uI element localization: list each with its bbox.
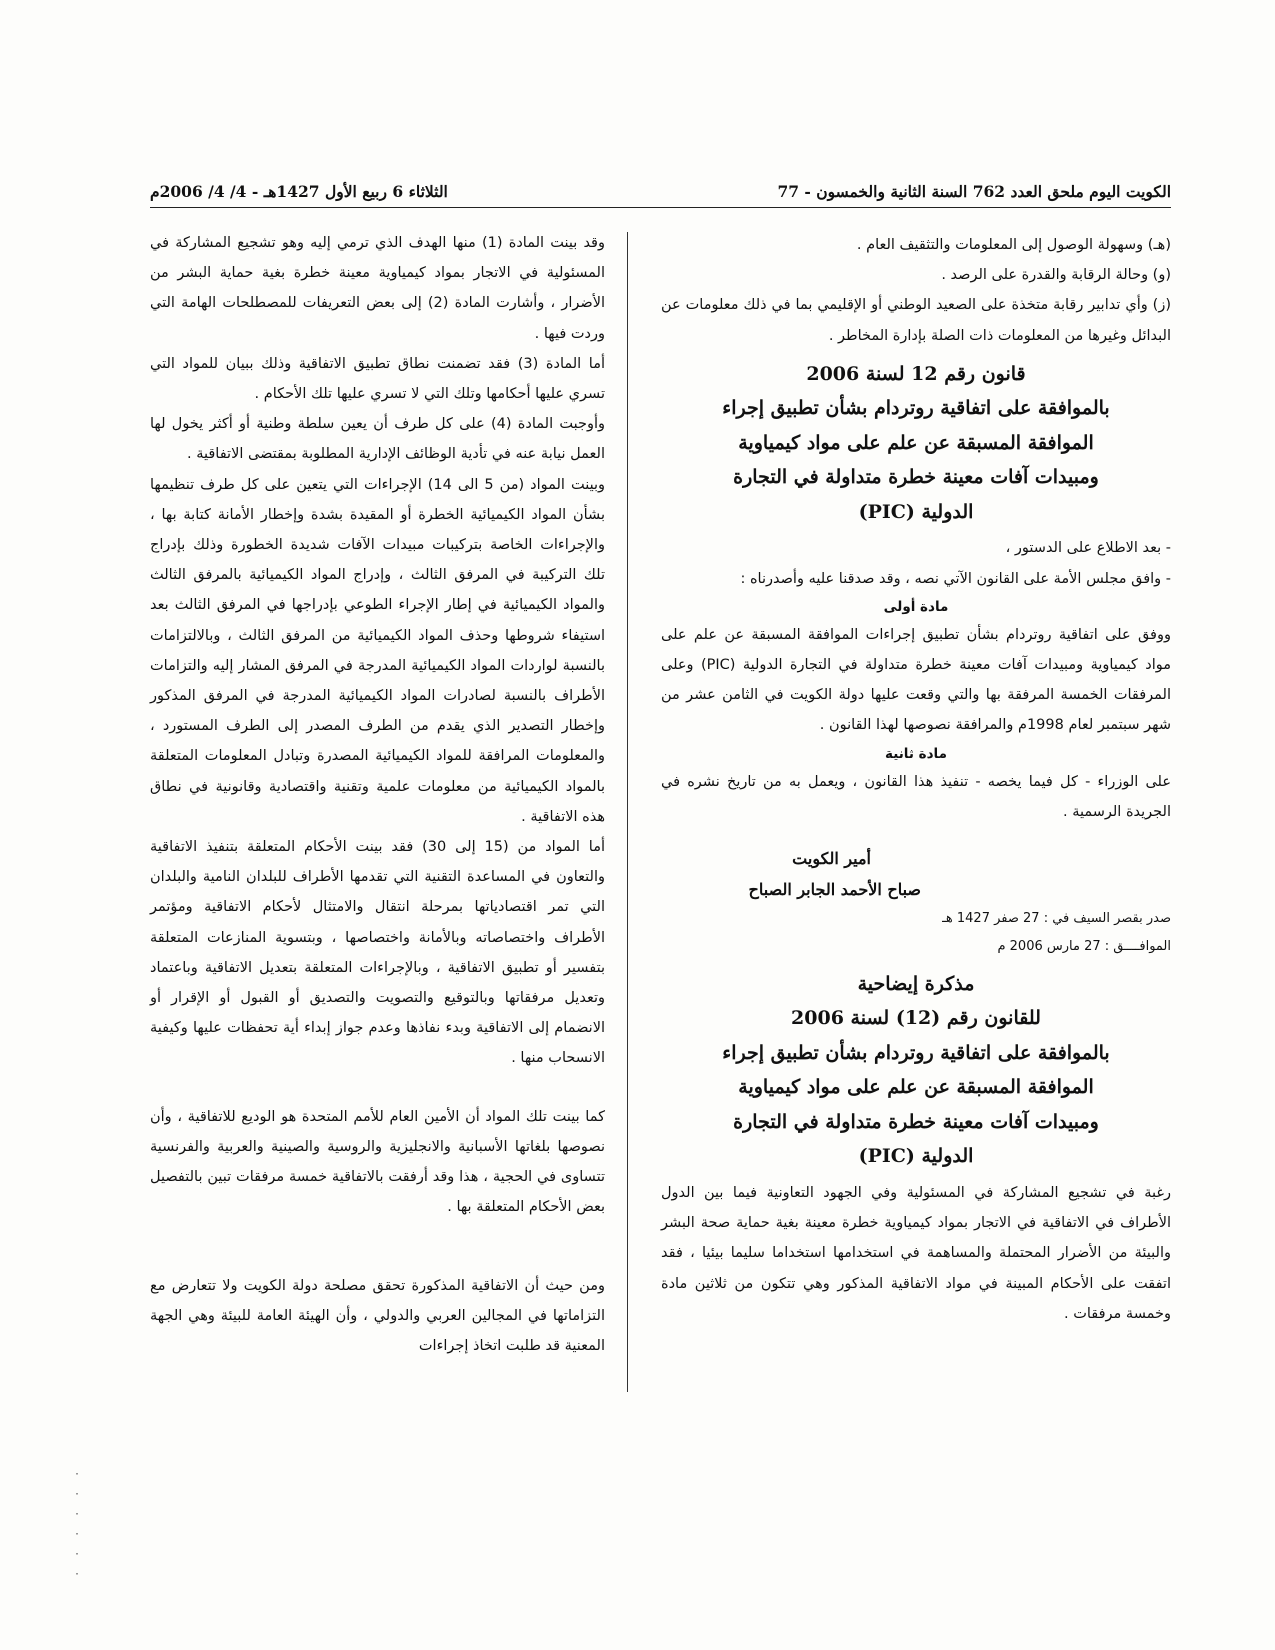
issued-at: صدر بقصر السيف في : 27 صفر 1427 هـ	[942, 910, 1171, 926]
intro-item: (هـ) وسهولة الوصول إلى المعلومات والتثقيف العام .	[856, 237, 1171, 253]
memo-title-line: الدولية (PIC)	[858, 1145, 974, 1168]
memo-title-line: ومبيدات آفات معينة خطرة متداولة في التجارة	[733, 1110, 1099, 1133]
intro-item: (ز) وأي تدابير رقابة متخذة على الصعيد الوطني أو الإقليمي بما في ذلك معلومات عن البدائل وغيرها من المعلومات ذات الصلة بإدارة المخاطر .	[661, 297, 1171, 344]
law-title-line: الموافقة المسبقة عن علم على مواد كيمياوية	[738, 431, 1094, 454]
scan-margin-marks: · · · · · ·	[74, 1469, 81, 1580]
left-column	[150, 228, 605, 1361]
left-paragraph: وأوجبت المادة (4) على كل طرف أن يعين سلطة وطنية أو أكثر يخول لها العمل نيابة عنه في تأدية الوظائف الإدارية المطلوبة بمقتضى الاتفاقية .	[150, 416, 605, 463]
preamble-line: - بعد الاطلاع على الدستور ،	[1005, 540, 1171, 557]
law-title-line: الدولية (PIC)	[858, 500, 974, 523]
signature-name: صباح الأحمد الجابر الصباح	[748, 879, 921, 899]
article2-text: على الوزراء - كل فيما يخصه - تنفيذ هذا القانون ، ويعمل به من تاريخ نشره في الجريدة الرسمية .	[661, 773, 1171, 820]
signature-title: أمير الكويت	[792, 848, 871, 868]
law-title-line: قانون رقم 12 لسنة 2006	[806, 362, 1026, 385]
law-title	[661, 357, 1171, 530]
memo-title	[661, 967, 1171, 1174]
signature-block	[661, 843, 1171, 905]
memo-text: رغبة في تشجيع المشاركة في المسئولية وفي الجهود التعاونية فيما بين الدول الأطراف في الاتفاقية في الاتجار بمواد كيمياوية خطرة معينة بغية حماية صحة البشر والبيئة من الأضرار المحتملة والمساهمة في استخدامها استخداما سليما بيئيا ، فقد اتفقت على الأحكام المبينة في مواد الاتفاقية المذكور وهي تتكون من ثلاثين مادة وخمسة مرفقات .	[661, 1184, 1171, 1322]
left-paragraph: أما المواد من (15 إلى 30) فقد بينت الأحكام المتعلقة بتنفيذ الاتفاقية والتعاون في المساعدة التقنية التي تقدمها الأطراف للبلدان النامية والبلدان التي تمر اقتصادياتها بمرحلة انتقال والامتثال لأحكام الاتفاقية ومؤتمر الأطراف واختصاصاته وبالأمانة واختصاصها ، وبتسوية المنازعات المتعلقة بتفسير أو تطبيق الاتفاقية ، وبالإجراءات المتعلقة بتعديل الاتفاقية وباعتماد وتعديل مرفقاتها وبالتوقيع والتصويت والتصديق أو القبول أو الإقرار أو الانضمام إلى الاتفاقية وبدء نفاذها وعدم جواز إبداء أية تحفظات عليها وكيفية الانسحاب منها .	[150, 839, 605, 1067]
header-publication-info: الكويت اليوم ملحق العدد 762 السنة الثانية والخمسون - 77	[777, 182, 1171, 201]
left-paragraph: ومن حيث أن الاتفاقية المذكورة تحقق مصلحة دولة الكويت ولا تتعارض مع التزاماتها في المجالين العربي والدولي ، وأن الهيئة العامة للبيئة وهي الجهة المعنية قد طلبت اتخاذ إجراءات	[150, 1277, 605, 1354]
preamble-line: - وافق مجلس الأمة على القانون الآتي نصه ، وقد صدقنا عليه وأصدرناه :	[740, 570, 1171, 587]
right-column	[661, 230, 1171, 1329]
left-paragraph: كما بينت تلك المواد أن الأمين العام للأمم المتحدة هو الوديع للاتفاقية ، وأن نصوصها بلغاتها الأسبانية والانجليزية والروسية والصينية والعربية والفرنسية تتساوى في الحجية ، هذا وقد أرفقت بالاتفاقية خمسة مرفقات تبين بالتفصيل بعض الأحكام المتعلقة بها .	[150, 1108, 605, 1216]
column-divider	[627, 232, 628, 1392]
left-paragraph: أما المادة (3) فقد تضمنت نطاق تطبيق الاتفاقية وذلك ببيان للمواد التي تسري عليها أحكامها وتلك التي لا تسري عليها تلك الأحكام .	[150, 355, 606, 403]
memo-title-line: للقانون رقم (12) لسنة 2006	[791, 1007, 1041, 1030]
law-title-line: بالموافقة على اتفاقية روتردام بشأن تطبيق إجراء	[722, 397, 1110, 420]
issued-corresponding: الموافــــق : 27 مارس 2006 م	[997, 938, 1171, 954]
article1-text: ووفق على اتفاقية روتردام بشأن تطبيق إجراءات الموافقة المسبقة عن علم على مواد كيمياوية ومبيدات آفات معينة خطرة متداولة في التجارة الدولية (PIC) وعلى المرفقات الخمسة المرفقة بها والتي وقعت عليها دولة الكويت في الثامن عشر من شهر سبتمبر لعام 1998م والمرافقة نصوصها لهذا القانون .	[661, 626, 1171, 734]
left-paragraph: وبينت المواد (من 5 الى 14) الإجراءات التي يتعين على كل طرف تنظيمها بشأن المواد الكيميائية الخطرة أو المقيدة بشدة وإخطار الأمانة كتابة بها ، والإجراءات الخاصة بتركيبات مبيدات الآفات شديدة الخطورة وذلك بإدراج تلك التركيبة في المرفق الثالث ، وإدراج المواد الكيميائية بالمرفق الثالث والمواد الكيميائية في إطار الإجراء الطوعي بإدراجها في المرفق الثالث بعد استيفاء شروطها وحذف المواد الكيميائية من المرفق الثالث ، وبالالتزامات بالنسبة لواردات المواد الكيميائية المدرجة في المرفق المشار إليه والتزامات الأطراف بالنسبة لصادرات المواد الكيميائية المدرجة في المرفق المذكور وإخطار التصدير الذي يقدم من الطرف المصدر إلى الطرف المستورد ، والمعلومات المرافقة للمواد الكيميائية المصدرة وتبادل المعلومات المتعلقة بالمواد الكيميائية من معلومات علمية وتقنية واقتصادية وقانونية في نطاق هذه الاتفاقية .	[150, 476, 605, 825]
left-paragraph: وقد بينت المادة (1) منها الهدف الذي ترمي إليه وهو تشجيع المشاركة في المسئولية في الاتجار بمواد كيمياوية معينة خطرة بغية حماية البشر من الأضرار ، وأشارت المادة (2) إلى بعض التعريفات للمصطلحات الهامة التي وردت فيها .	[150, 235, 605, 342]
article2-heading: مادة ثانية	[885, 745, 947, 762]
header-rule	[150, 207, 1171, 208]
memo-title-line: مذكرة إيضاحية	[857, 972, 975, 995]
article1-heading: مادة أولى	[883, 598, 949, 615]
law-title-line: ومبيدات آفات معينة خطرة متداولة في التجارة	[733, 466, 1099, 489]
memo-title-line: الموافقة المسبقة عن علم على مواد كيمياوية	[738, 1076, 1094, 1099]
memo-title-line: بالموافقة على اتفاقية روتردام بشأن تطبيق إجراء	[722, 1041, 1110, 1064]
page-header	[150, 180, 1171, 208]
intro-item: (و) وحالة الرقابة والقدرة على الرصد .	[941, 267, 1171, 284]
header-date: الثلاثاء 6 ربيع الأول 1427هـ - 4/ 4/ 2006م	[150, 182, 448, 201]
